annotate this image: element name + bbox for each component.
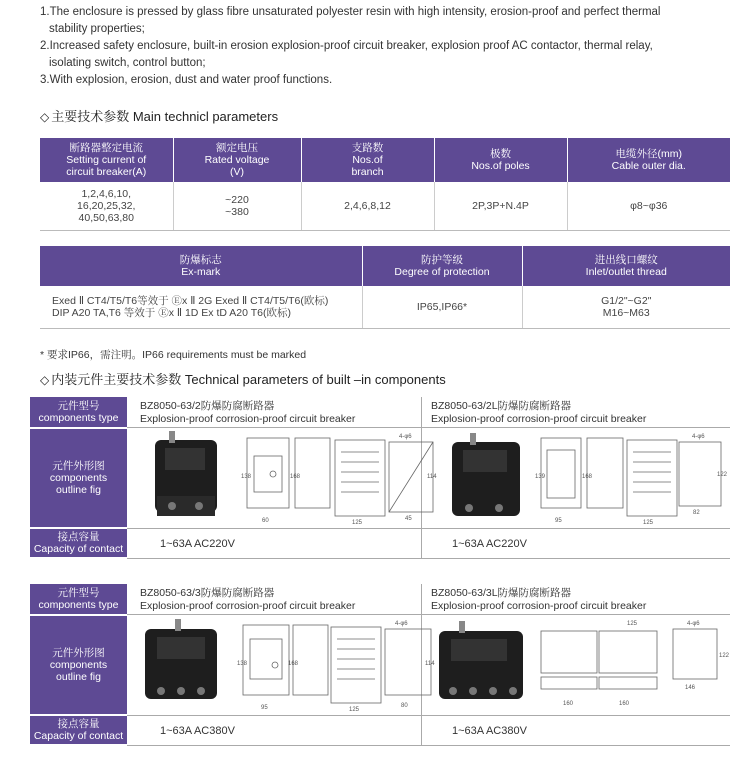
label-outline: 元件外形图 components outline fig xyxy=(30,429,127,527)
svg-text:82: 82 xyxy=(693,510,700,516)
svg-text:168: 168 xyxy=(582,474,593,480)
header-thread: 进出线口螺纹 Inlet/outlet thread xyxy=(522,246,730,286)
breaker-photo xyxy=(452,433,520,516)
svg-text:4-φ6: 4-φ6 xyxy=(692,434,705,440)
capacity-left: 1~63A AC380V xyxy=(160,725,235,737)
header-setting-current: 断路器整定电流 Setting current of circuit breaker(A) xyxy=(40,138,173,182)
breaker-photo xyxy=(145,619,217,699)
outline-drawings xyxy=(127,428,730,528)
cell-protection: IP65,IP66* xyxy=(362,286,522,328)
svg-text:125: 125 xyxy=(352,520,363,526)
builtin-title: ◇ 内装元件主要技术参数 Technical parameters of built –in components xyxy=(40,372,446,387)
model-right: BZ8050-63/2L防爆防腐断路器 Explosion-proof corrosion-proof circuit breaker xyxy=(431,400,647,425)
svg-text:125: 125 xyxy=(627,621,638,627)
cell-setting-current: 1,2,4,6,10, 16,20,25,32, 40,50,63,80 xyxy=(40,182,173,230)
svg-text:95: 95 xyxy=(555,518,562,524)
svg-text:160: 160 xyxy=(563,701,574,707)
svg-text:125: 125 xyxy=(643,520,654,526)
cell-rated-voltage: ~220 ~380 xyxy=(173,182,301,230)
ex-mark-table xyxy=(40,246,730,329)
outline-drawings xyxy=(127,615,730,715)
header-protection: 防护等级 Degree of protection xyxy=(362,246,522,286)
capacity-right: 1~63A AC220V xyxy=(452,538,527,550)
svg-text:4-φ6: 4-φ6 xyxy=(399,434,412,440)
feature-list xyxy=(40,4,730,89)
dimension-drawing xyxy=(243,625,431,703)
cell-cable-dia: φ8~φ36 xyxy=(567,182,730,230)
dimension-drawing xyxy=(247,438,433,516)
cell-branch: 2,4,6,8,12 xyxy=(301,182,434,230)
dimension-drawing xyxy=(541,629,717,689)
label-capacity: 接点容量 Capacity of contact xyxy=(30,529,127,557)
cell-thread: G1/2"~G2" M16~M63 xyxy=(522,286,730,328)
capacity-right: 1~63A AC380V xyxy=(452,725,527,737)
feature-line: 3.With explosion, erosion, dust and water proof functions. xyxy=(40,74,333,86)
header-rated-voltage: 额定电压 Rated voltage (V) xyxy=(173,138,301,182)
main-params-table xyxy=(40,138,730,231)
ip66-note: * 要求IP66，需注明。IP66 requirements must be marked xyxy=(40,349,307,361)
svg-text:114: 114 xyxy=(425,661,435,667)
dimension-drawing xyxy=(541,438,721,516)
svg-text:160: 160 xyxy=(619,701,630,707)
cell-ex-mark: Exed Ⅱ CT4/T5/T6等效于 Ⓔx Ⅱ 2G Exed Ⅱ CT4/T5/T6(欧标) DIP A20 TA,T6 等效于 Ⓔx Ⅱ 1D Ex tD A20 T6(欧标) xyxy=(40,286,362,328)
svg-text:138: 138 xyxy=(237,661,248,667)
svg-text:45: 45 xyxy=(405,516,412,522)
svg-text:4-φ6: 4-φ6 xyxy=(395,621,408,627)
label-type: 元件型号 components type xyxy=(30,397,127,427)
model-right: BZ8050-63/3L防爆防腐断路器 Explosion-proof corrosion-proof circuit breaker xyxy=(431,587,647,612)
svg-text:146: 146 xyxy=(685,685,696,691)
component-block-2 xyxy=(30,584,730,748)
label-capacity: 接点容量 Capacity of contact xyxy=(30,716,127,744)
svg-text:114: 114 xyxy=(427,474,437,480)
breaker-photo xyxy=(439,621,523,699)
cell-poles: 2P,3P+N.4P xyxy=(434,182,567,230)
header-poles: 极数 Nos.of poles xyxy=(434,138,567,182)
feature-line: stability properties; xyxy=(49,23,145,35)
svg-text:122: 122 xyxy=(717,472,728,478)
header-cable-dia: 电缆外径(mm) Cable outer dia. xyxy=(567,138,730,182)
svg-text:122: 122 xyxy=(719,653,730,659)
feature-line: isolating switch, control button; xyxy=(49,57,206,69)
label-outline: 元件外形图 components outline fig xyxy=(30,616,127,714)
model-left: BZ8050-63/2防爆防腐断路器 Explosion-proof corrosion-proof circuit breaker xyxy=(140,400,356,425)
svg-text:138: 138 xyxy=(241,474,252,480)
main-params-title: ◇ 主要技术参数 Main technicl parameters xyxy=(40,109,279,124)
label-type: 元件型号 components type xyxy=(30,584,127,614)
svg-text:80: 80 xyxy=(401,703,408,709)
feature-line: 1.The enclosure is pressed by glass fibre unsaturated polyester resin with high intensity, erosion-proof and perfect thermal xyxy=(40,6,661,18)
svg-text:95: 95 xyxy=(261,705,268,711)
header-ex-mark: 防爆标志 Ex-mark xyxy=(40,246,362,286)
diamond-icon: ◇ xyxy=(40,373,50,387)
header-branch: 支路数 Nos.of branch xyxy=(301,138,434,182)
diamond-icon: ◇ xyxy=(40,110,50,124)
svg-text:125: 125 xyxy=(349,707,360,713)
component-block-1 xyxy=(30,397,730,560)
svg-text:4-φ6: 4-φ6 xyxy=(687,621,700,627)
model-left: BZ8050-63/3防爆防腐断路器 Explosion-proof corrosion-proof circuit breaker xyxy=(140,587,356,612)
svg-text:60: 60 xyxy=(262,518,269,524)
breaker-photo xyxy=(155,431,217,516)
svg-text:139: 139 xyxy=(535,474,546,480)
svg-text:168: 168 xyxy=(290,474,301,480)
capacity-left: 1~63A AC220V xyxy=(160,538,235,550)
svg-text:168: 168 xyxy=(288,661,299,667)
feature-line: 2.Increased safety enclosure, built-in erosion explosion-proof circuit breaker, explosion proof AC contactor, thermal relay, xyxy=(40,40,653,52)
